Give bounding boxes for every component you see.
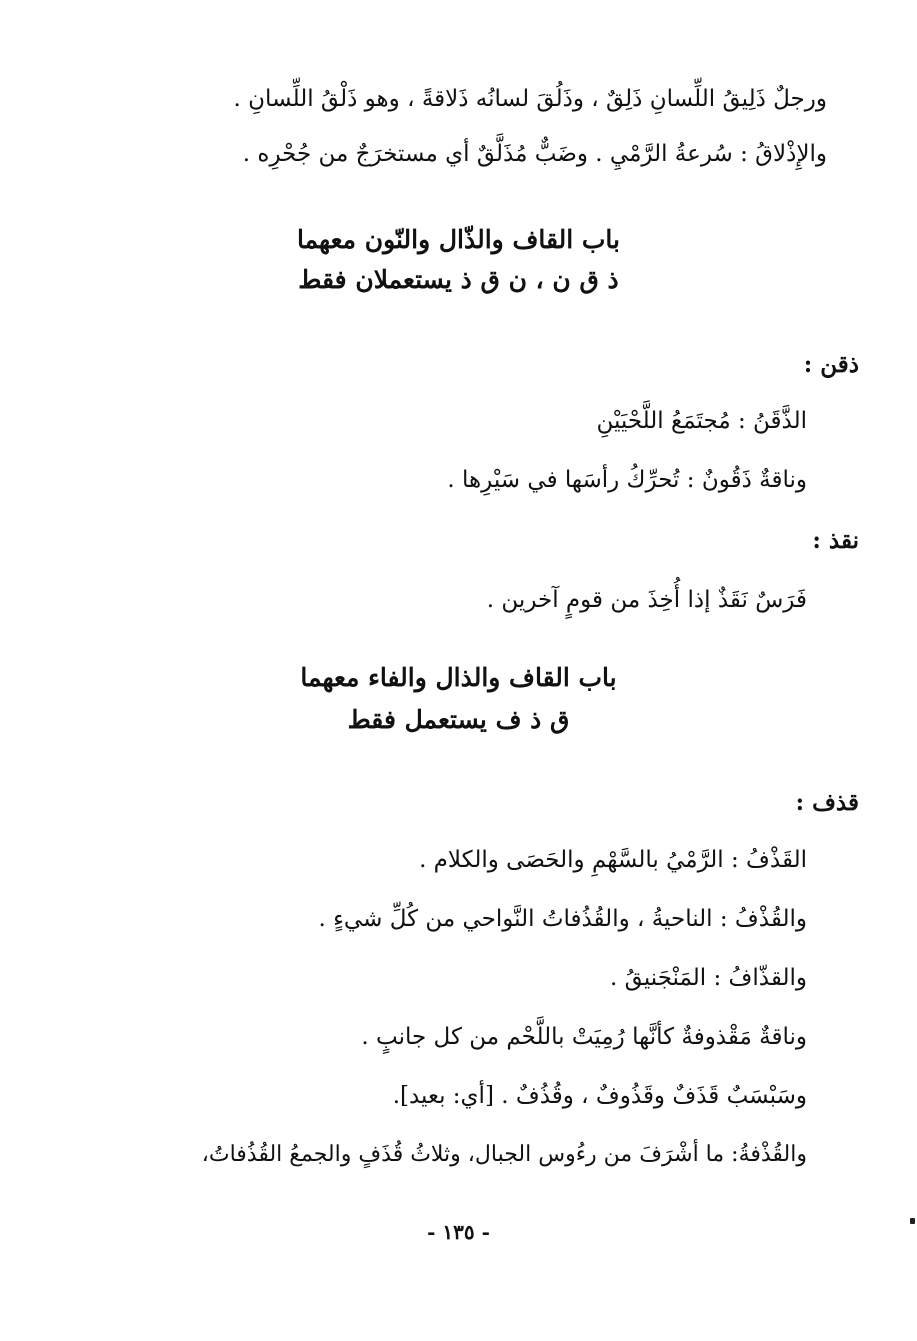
entry-line: وناقةٌ ذَقُونٌ : تُحرِّكُ رأسَها في سَيْرِها . [447, 467, 807, 493]
section-subheading: ذ ق ن ، ن ق ذ يستعملان فقط [298, 265, 619, 294]
entry-key: قذف : [795, 789, 859, 816]
page-number: - ١٣٥ - [427, 1220, 490, 1244]
text-line: ورجلٌ ذَلِيقُ اللِّسانِ ذَلِقٌ ، وذَلُقَ لسانُه ذَلاقةً ، وهو ذَلْقُ اللِّسانِ . [233, 86, 827, 112]
entry-key: نقذ : [812, 527, 859, 554]
entry-line: وسَبْسَبٌ قَذَفٌ وقَذُوفٌ ، وقُذُفٌ . [أي: بعيد]. [392, 1083, 807, 1109]
section-heading: باب القاف والذال والفاء معهما [300, 663, 617, 692]
entry-key: ذقن : [803, 351, 859, 378]
scan-speck [910, 1218, 915, 1224]
section-subheading: ق ذ ف يستعمل فقط [347, 705, 570, 734]
entry-line: وناقةٌ مَقْذوفةٌ كأنَّها رُمِيَتْ باللَّحْم من كل جانبٍ . [361, 1024, 807, 1050]
entry-line: القَذْفُ : الرَّمْيُ بالسَّهْمِ والحَصَى والكلام . [419, 847, 807, 873]
entry-line: والقُذْفُ : الناحيةُ ، والقُذُفاتُ النَّواحي من كُلِّ شيءٍ . [318, 906, 807, 932]
entry-line: فَرَسٌ نَقَذٌ إذا أُخِذَ من قومٍ آخرين . [486, 587, 807, 613]
entry-line: الذَّقَنُ : مُجتَمَعُ اللَّحْيَيْنِ [596, 408, 807, 434]
entry-line: والقُذْفةُ: ما أشْرَفَ من رءُوس الجبال، وثلاثُ قُذَفٍ والجمعُ القُذُفاتُ، [201, 1142, 807, 1167]
entry-line: والقذّافُ : المَنْجَنيقُ . [610, 965, 807, 991]
section-heading: باب القاف والذّال والنّون معهما [296, 225, 621, 254]
text-line: والإِذْلاقُ : سُرعةُ الرَّمْيِ . وضَبٌّ مُذَلَّقٌ أي مستخرَجٌ من جُحْرِه . [242, 141, 827, 167]
